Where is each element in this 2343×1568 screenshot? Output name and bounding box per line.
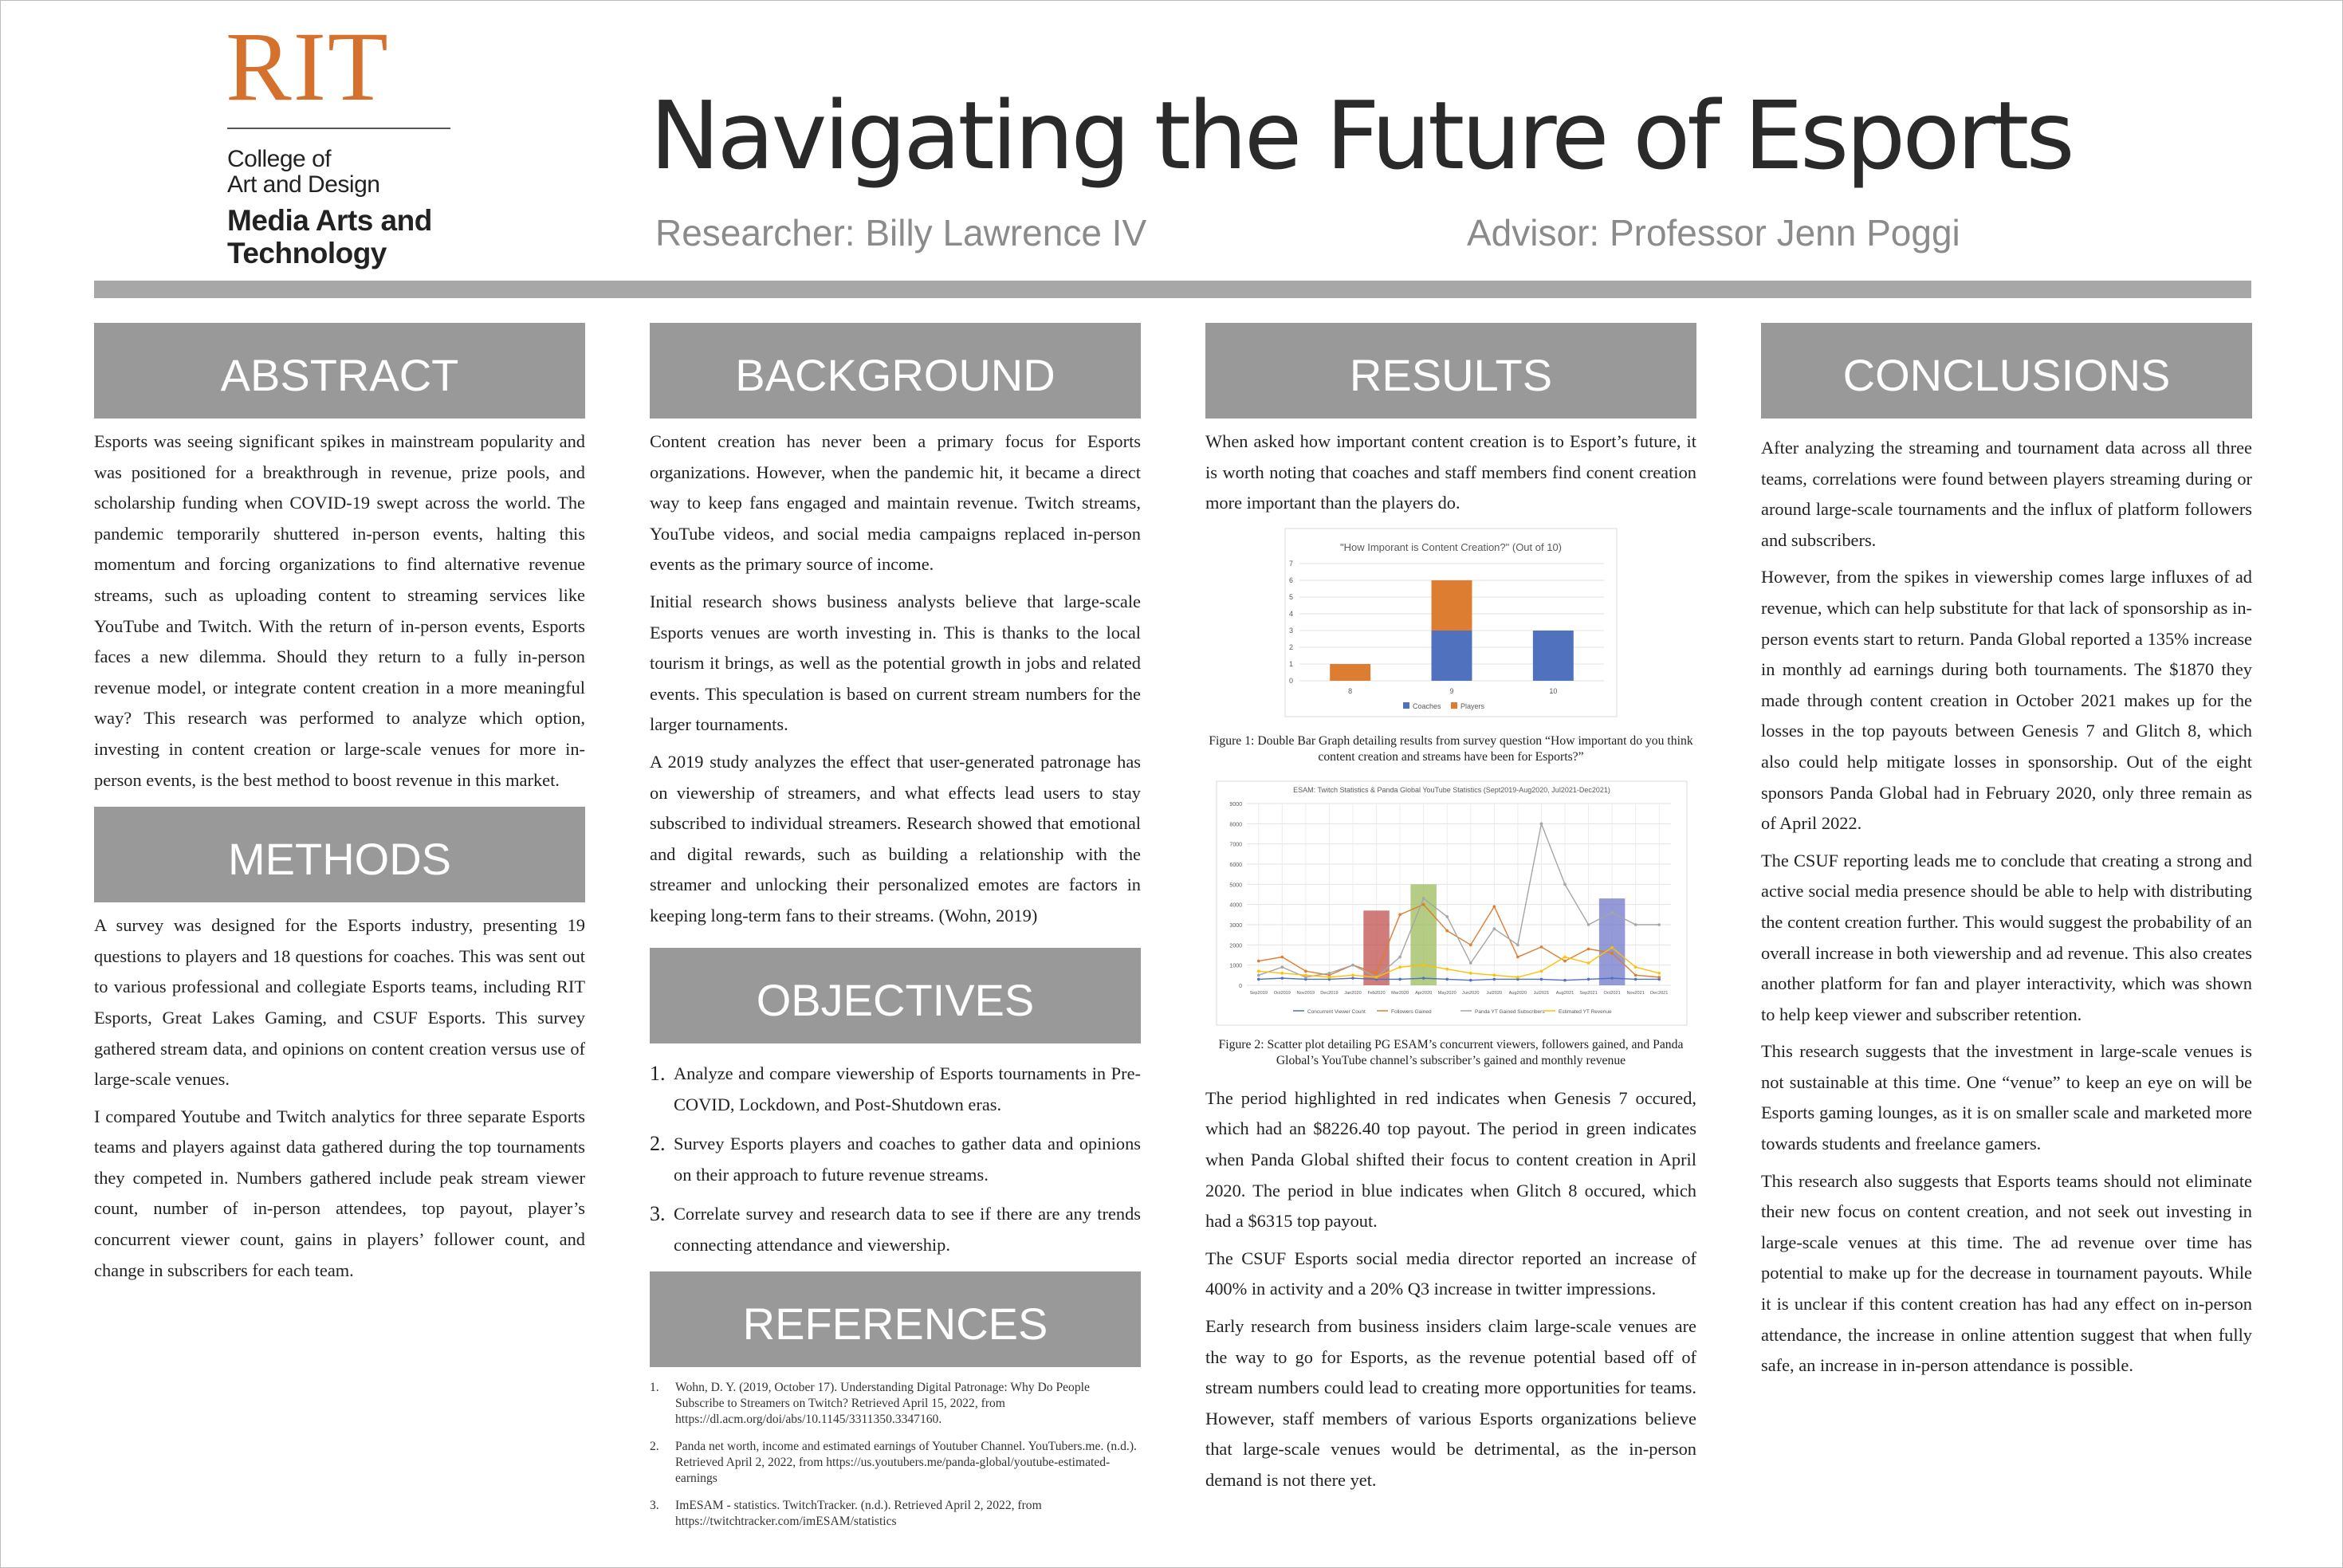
college-name: College of Art and Design xyxy=(227,146,380,198)
objective-item xyxy=(650,1198,1141,1260)
conclusions-paragraph-5: This research also suggests that Esports teams should not eliminate their new focus on content creation, and not seek out investing in large-scale venues at this time. The ad revenue over time has potential to make up for the decrease in tournament payouts. While it is unclear if this content creation has had any effect on in-person attendance, the increase in online attention suggest that when fully safe, an increase in in-person attendance is possible. xyxy=(1761,1170,2252,1376)
chart-1-y-tick-label: 5 xyxy=(1288,592,1293,601)
chart-2-x-tick-label: Jun2020 xyxy=(1462,990,1480,996)
chart-2-data-point xyxy=(1610,977,1614,980)
chart-2-data-point xyxy=(1469,979,1472,982)
background-paragraph-3: A 2019 study analyzes the effect that user-generated patronage has on viewership of streamers, and what effects lead users to stay subscribed to individual streamers. Research showed that emotional and digital rewards, such as building a relationship with the streamer and unlocking their personalized emotes are factors in keeping long-term fans to their streams. (Wohn, 2019) xyxy=(650,751,1141,925)
chart-2-data-point xyxy=(1257,969,1260,973)
chart-2-data-point xyxy=(1540,969,1543,973)
chart-2-legend-label: Panda YT Gained Subscribers xyxy=(1475,1008,1545,1015)
chart-2-x-tick-label: Aug2020 xyxy=(1508,990,1527,996)
chart-2-data-point xyxy=(1328,972,1331,975)
reference-item xyxy=(650,1498,1141,1530)
chart-2-x-tick-label: Sep2019 xyxy=(1249,990,1268,996)
reference-text: ImESAM - statistics. TwitchTracker. (n.d.). Retrieved April 2, 2022, from https://twitchtracker.com/imESAM/statistics xyxy=(675,1498,1042,1528)
chart-1-legend-swatch xyxy=(1451,702,1457,709)
chart-2-data-point xyxy=(1351,973,1354,977)
reference-text: Panda net worth, income and estimated earnings of Youtuber Channel. YouTubers.me. (n.d.). Retrieved April 2, 2022, from https://us.youtubers.me/panda-global/youtube-estimated-earnings xyxy=(675,1439,1137,1485)
objectives-heading: OBJECTIVES xyxy=(650,948,1141,1043)
objectives-list xyxy=(650,1058,1141,1260)
objective-item xyxy=(650,1128,1141,1190)
objective-number: 1. xyxy=(650,1061,666,1085)
chart-2-data-point xyxy=(1540,945,1543,949)
objective-number: 2. xyxy=(650,1131,666,1155)
chart-2-data-point xyxy=(1587,947,1590,950)
figure-1-caption: Figure 1: Double Bar Graph detailing results from survey question “How important do you think content creation and streams have been for Esports?” xyxy=(1209,733,1693,764)
methods-paragraph-2: I compared Youtube and Twitch analytics for three separate Esports teams and players against data gathered during the top tournaments they competed in. Numbers gathered include peak stream viewer count, number of in-person attendees, top payout, player’s concurrent viewer count, gains in players’ follower count, and change in subscribers for each team. xyxy=(94,1106,585,1280)
chart-2-data-point xyxy=(1375,976,1378,979)
chart-2-x-tick-label: Jul2020 xyxy=(1486,990,1503,996)
chart-2-x-tick-label: Aug2021 xyxy=(1555,990,1574,996)
methods-paragraph-1: A survey was designed for the Esports industry, presenting 19 questions to players and 18 questions for coaches. This was sent out to various professional and collegiate Esports teams, including RIT Esports, Great Lakes Gaming, and CSUF Esports. This survey gathered stream data, and opinions on content creation versus use of large-scale venues. xyxy=(94,915,585,1090)
reference-number: 3. xyxy=(650,1498,659,1512)
chart-2-data-point xyxy=(1281,977,1284,980)
conclusions-paragraph-2: However, from the spikes in viewership comes large influxes of ad revenue, which can help substitute for that lack of sponsorship as in-person events start to return. Panda Global reported a 135% increase in monthly ad earnings during both tournaments. The $1870 they made through content creation in October 2021 makes up for the losses in the top payouts between Genesis 7 and Glitch 8, which also could help mitigate losses in sponsorship. Out of the eight sponsors Panda Global had in February 2020, only three remain as of April 2022. xyxy=(1761,567,2252,834)
chart-2-data-point xyxy=(1540,822,1543,825)
chart-2-data-point xyxy=(1563,882,1567,886)
poster-title: Navigating the Future of Esports xyxy=(650,81,2072,191)
title-divider-bar xyxy=(94,281,2251,298)
chart-1-y-tick-label: 3 xyxy=(1288,626,1293,635)
chart-2-data-point xyxy=(1351,977,1354,980)
chart-2-data-point xyxy=(1304,969,1307,973)
chart-2-data-point xyxy=(1634,977,1637,980)
abstract-heading: ABSTRACT xyxy=(94,323,585,419)
chart-2-data-point xyxy=(1587,961,1590,965)
chart-1-y-tick-label: 6 xyxy=(1288,576,1293,584)
objective-text: Correlate survey and research data to see if there are any trends connecting attendance and viewership. xyxy=(674,1203,1141,1255)
chart-2-x-tick-label: May2020 xyxy=(1437,990,1457,996)
chart-1-legend-swatch xyxy=(1403,702,1409,709)
objective-number: 3. xyxy=(650,1201,666,1225)
chart-2-data-point xyxy=(1375,972,1378,975)
column-3 xyxy=(1205,323,1696,1503)
methods-heading: METHODS xyxy=(94,807,585,902)
results-paragraph-3: Early research from business insiders claim large-scale venues are the way to go for Esports, as the revenue potential based off of stream numbers could lead to creating more opportunities for teams. However, staff members of various Esports organizations believe that large-scale venues would be detrimental, as the in-person demand is not there yet. xyxy=(1205,1315,1696,1490)
chart-2-data-point xyxy=(1398,913,1401,916)
chart-2-x-tick-label: Nov2021 xyxy=(1626,990,1645,996)
background-heading: BACKGROUND xyxy=(650,323,1141,419)
chart-2-x-tick-label: Nov2019 xyxy=(1296,990,1315,996)
references-heading: REFERENCES xyxy=(650,1271,1141,1367)
figure-1 xyxy=(1205,525,1696,765)
chart-2-data-point xyxy=(1422,977,1425,980)
chart-2-data-point xyxy=(1587,977,1590,980)
chart-2-x-tick-label: Mar2020 xyxy=(1391,990,1409,996)
chart-2-data-point xyxy=(1610,946,1614,949)
figure-2-caption: Figure 2: Scatter plot detailing PG ESAM’s concurrent viewers, followers gained, and Panda Global’s YouTube channel’s subscriber’s gained and monthly revenue xyxy=(1218,1037,1684,1067)
chart-2-data-point xyxy=(1422,897,1425,900)
chart-2-data-point xyxy=(1398,956,1401,959)
chart-1-y-tick-label: 1 xyxy=(1288,659,1293,668)
chart-2-data-point xyxy=(1493,905,1496,908)
conclusions-paragraph-3: The CSUF reporting leads me to conclude that creating a strong and active social media presence should be able to help with distributing the content creation further. This would suggest the probability of an overall increase in both viewership and ad revenue. This also creates another platform for fan and player interactivity, which was shown to help keep viewer and subscriber retention. xyxy=(1761,850,2252,1024)
chart-2-data-point xyxy=(1281,956,1284,959)
rit-wordmark: RIT xyxy=(226,12,390,121)
researcher-credit: Researcher: Billy Lawrence IV xyxy=(655,212,1147,253)
objective-text: Analyze and compare viewership of Esports tournaments in Pre-COVID, Lockdown, and Post-Shutdown eras. xyxy=(674,1063,1141,1114)
reference-item xyxy=(650,1380,1141,1428)
chart-2-data-point xyxy=(1469,961,1472,965)
chart-2-data-point xyxy=(1328,976,1331,979)
chart-2-data-point xyxy=(1351,964,1354,967)
results-heading: RESULTS xyxy=(1205,323,1696,419)
chart-1-legend-label: Coaches xyxy=(1413,701,1441,710)
chart-2-data-point xyxy=(1657,972,1661,975)
chart-2-x-tick-label: Oct2021 xyxy=(1603,990,1621,996)
chart-2-y-tick-label: 3000 xyxy=(1229,922,1242,929)
rit-logo xyxy=(226,12,450,269)
column-2 xyxy=(650,323,1141,1541)
chart-2-data-point xyxy=(1634,923,1637,926)
chart-2-x-tick-label: Oct2019 xyxy=(1273,990,1291,996)
chart-2-data-point xyxy=(1563,960,1567,963)
chart-2-legend-label: Followers Gained xyxy=(1391,1008,1432,1015)
chart-2-data-point xyxy=(1634,973,1637,977)
conclusions-paragraph-4: This research suggests that the investment in large-scale venues is not sustainable at this time. One “venue” to keep an eye on will be Esports gaming lounges, as it is on smaller scale and marketed more towards students and freelance gamers. xyxy=(1761,1041,2252,1154)
chart-2-y-tick-label: 0 xyxy=(1239,983,1242,989)
chart-1-x-tick-label: 10 xyxy=(1549,686,1558,695)
chart-2-y-tick-label: 6000 xyxy=(1229,862,1242,868)
chart-1-bar-players xyxy=(1432,580,1472,631)
chart-2-data-point xyxy=(1516,956,1519,959)
chart-2-x-tick-label: Feb2020 xyxy=(1367,990,1386,996)
chart-2-data-point xyxy=(1281,965,1284,969)
background-paragraph-2: Initial research shows business analysts believe that large-scale Esports venues are worth investing in. This is thanks to the local tourism it brings, as well as the potential growth in jobs and related events. This speculation is based on current stream numbers for the larger tournaments. xyxy=(650,591,1141,735)
conclusions-paragraph-1: After analyzing the streaming and tournament data across all three teams, correlations were found between players streaming during or around large-scale tournaments and the influx of platform followers and subscribers. xyxy=(1761,438,2252,550)
figure-2 xyxy=(1205,780,1696,1069)
chart-2-x-tick-label: Jul2021 xyxy=(1533,990,1550,996)
chart-2-data-point xyxy=(1304,973,1307,977)
chart-2-y-tick-label: 1000 xyxy=(1229,963,1242,969)
reference-number: 2. xyxy=(650,1439,659,1453)
chart-2-data-point xyxy=(1445,929,1449,933)
chart-1-title: "How Imporant is Content Creation?" (Out of 10) xyxy=(1339,540,1563,553)
chart-2-legend-label: Concurrent Viewer Count xyxy=(1307,1008,1366,1015)
chart-2-title: ESAM: Twitch Statistics & Panda Global YouTube Statistics (Sept2019-Aug2020, Jul2021-Dec2021) xyxy=(1293,785,1610,794)
chart-2-x-tick-label: Dec2021 xyxy=(1650,990,1669,996)
chart-1-bar-coaches xyxy=(1533,631,1574,681)
advisor-credit: Advisor: Professor Jenn Poggi xyxy=(1467,212,1960,253)
chart-2-data-point xyxy=(1493,927,1496,930)
chart-2-data-point xyxy=(1422,964,1425,967)
chart-1-y-tick-label: 4 xyxy=(1288,609,1293,618)
chart-2-data-point xyxy=(1281,972,1284,975)
chart-1-y-tick-label: 2 xyxy=(1288,643,1293,651)
chart-2-data-point xyxy=(1610,951,1614,954)
chart-2-data-point xyxy=(1587,923,1590,926)
background-paragraph-1: Content creation has never been a primary focus for Esports organizations. However, when the pandemic hit, it became a direct way to keep fans engaged and maintain revenue. Twitch streams, YouTube videos, and social media campaigns replaced in-person events as the primary source of income. xyxy=(650,431,1141,575)
reference-text: Wohn, D. Y. (2019, October 17). Understanding Digital Patronage: Why Do People Subscribe to Streamers on Twitch? Retrieved April 15, 2022, from https://dl.acm.org/doi/abs/10.1145/3311350.3347160. xyxy=(675,1380,1090,1426)
survey-bar-chart xyxy=(1205,525,1696,725)
streaming-stats-chart xyxy=(1205,780,1696,1028)
column-4 xyxy=(1761,323,2252,1388)
conclusions-heading: CONCLUSIONS xyxy=(1761,323,2252,419)
chart-2-data-point xyxy=(1257,960,1260,963)
chart-1-legend-label: Players xyxy=(1460,701,1485,710)
chart-2-data-point xyxy=(1445,977,1449,980)
chart-2-x-tick-label: Jan2020 xyxy=(1344,990,1362,996)
chart-2-data-point xyxy=(1469,943,1472,946)
chart-2-data-point xyxy=(1634,965,1637,969)
chart-1-y-tick-label: 7 xyxy=(1288,559,1293,568)
references-list xyxy=(650,1380,1141,1530)
chart-2-data-point xyxy=(1257,973,1260,977)
chart-2-data-point xyxy=(1422,903,1425,906)
chart-2-data-point xyxy=(1493,973,1496,977)
chart-2-y-tick-label: 7000 xyxy=(1229,842,1242,848)
chart-2-y-tick-label: 4000 xyxy=(1229,902,1242,909)
chart-2-data-point xyxy=(1657,923,1661,926)
chart-2-data-point xyxy=(1563,979,1567,982)
reference-number: 1. xyxy=(650,1380,659,1394)
chart-2-data-point xyxy=(1398,965,1401,969)
chart-2-x-tick-label: Sep2021 xyxy=(1579,990,1598,996)
chart-2-legend-label: Estimated YT Revenue xyxy=(1559,1008,1612,1015)
abstract-paragraph: Esports was seeing significant spikes in mainstream popularity and was positioned for a breakthrough in revenue, prize pools, and scholarship funding when COVID-19 swept across the world. The pandemic temporarily shuttered in-person events, halting this momentum and forcing organizations to find alternative revenue streams, such as uploading content to streaming services like YouTube and Twitch. With the return of in-person events, Esports faces a new dilemma. Should they return to a fully in-person revenue model, or integrate content creation in a more meaningful way? This research was performed to analyze which option, investing in content creation or large-scale venues for more in-person events, is the best method to boost revenue in this market. xyxy=(94,431,585,790)
chart-2-data-point xyxy=(1516,976,1519,979)
objective-item xyxy=(650,1058,1141,1120)
chart-2-data-point xyxy=(1540,977,1543,980)
chart-2-data-point xyxy=(1516,943,1519,946)
chart-2-data-point xyxy=(1493,977,1496,980)
chart-2-data-point xyxy=(1610,911,1614,914)
chart-1-bar-players xyxy=(1330,664,1370,681)
results-paragraph-2: The CSUF Esports social media director reported an increase of 400% in activity and a 20% Q3 increase in twitter impressions. xyxy=(1205,1248,1696,1299)
chart-2-data-point xyxy=(1445,915,1449,918)
reference-item xyxy=(650,1439,1141,1487)
chart-2-data-point xyxy=(1657,976,1661,979)
chart-2-x-tick-label: Dec2019 xyxy=(1320,990,1339,996)
chart-2-data-point xyxy=(1445,968,1449,971)
chart-2-x-tick-label: Apr2020 xyxy=(1415,990,1433,996)
chart-2-data-point xyxy=(1257,977,1260,980)
chart-1-y-tick-label: 0 xyxy=(1288,676,1293,685)
column-1 xyxy=(94,323,585,1292)
chart-2-y-tick-label: 9000 xyxy=(1229,801,1242,808)
results-intro: When asked how important content creation is to Esport’s future, it is worth noting that coaches and staff members find conent creation more important than the players do. xyxy=(1205,431,1696,513)
chart-2-y-tick-label: 2000 xyxy=(1229,943,1242,949)
chart-2-data-point xyxy=(1469,972,1472,975)
chart-1-bar-coaches xyxy=(1432,631,1472,681)
chart-1-x-tick-label: 8 xyxy=(1348,686,1353,695)
chart-1-x-tick-label: 9 xyxy=(1449,686,1454,695)
logo-divider xyxy=(227,128,450,129)
objective-text: Survey Esports players and coaches to gather data and opinions on their approach to future revenue streams. xyxy=(674,1133,1141,1185)
chart-2-y-tick-label: 8000 xyxy=(1229,822,1242,828)
chart-2-y-tick-label: 5000 xyxy=(1229,882,1242,889)
chart-2-data-point xyxy=(1563,956,1567,959)
chart-2-data-point xyxy=(1398,977,1401,980)
department-name: Media Arts and Technology xyxy=(227,204,432,269)
results-paragraph-1: The period highlighted in red indicates when Genesis 7 occured, which had an $8226.40 top payout. The period in green indicates when Panda Global shifted their focus to content creation in April 2020. The period in blue indicates when Glitch 8 occured, which had a $6315 top payout. xyxy=(1205,1087,1696,1232)
